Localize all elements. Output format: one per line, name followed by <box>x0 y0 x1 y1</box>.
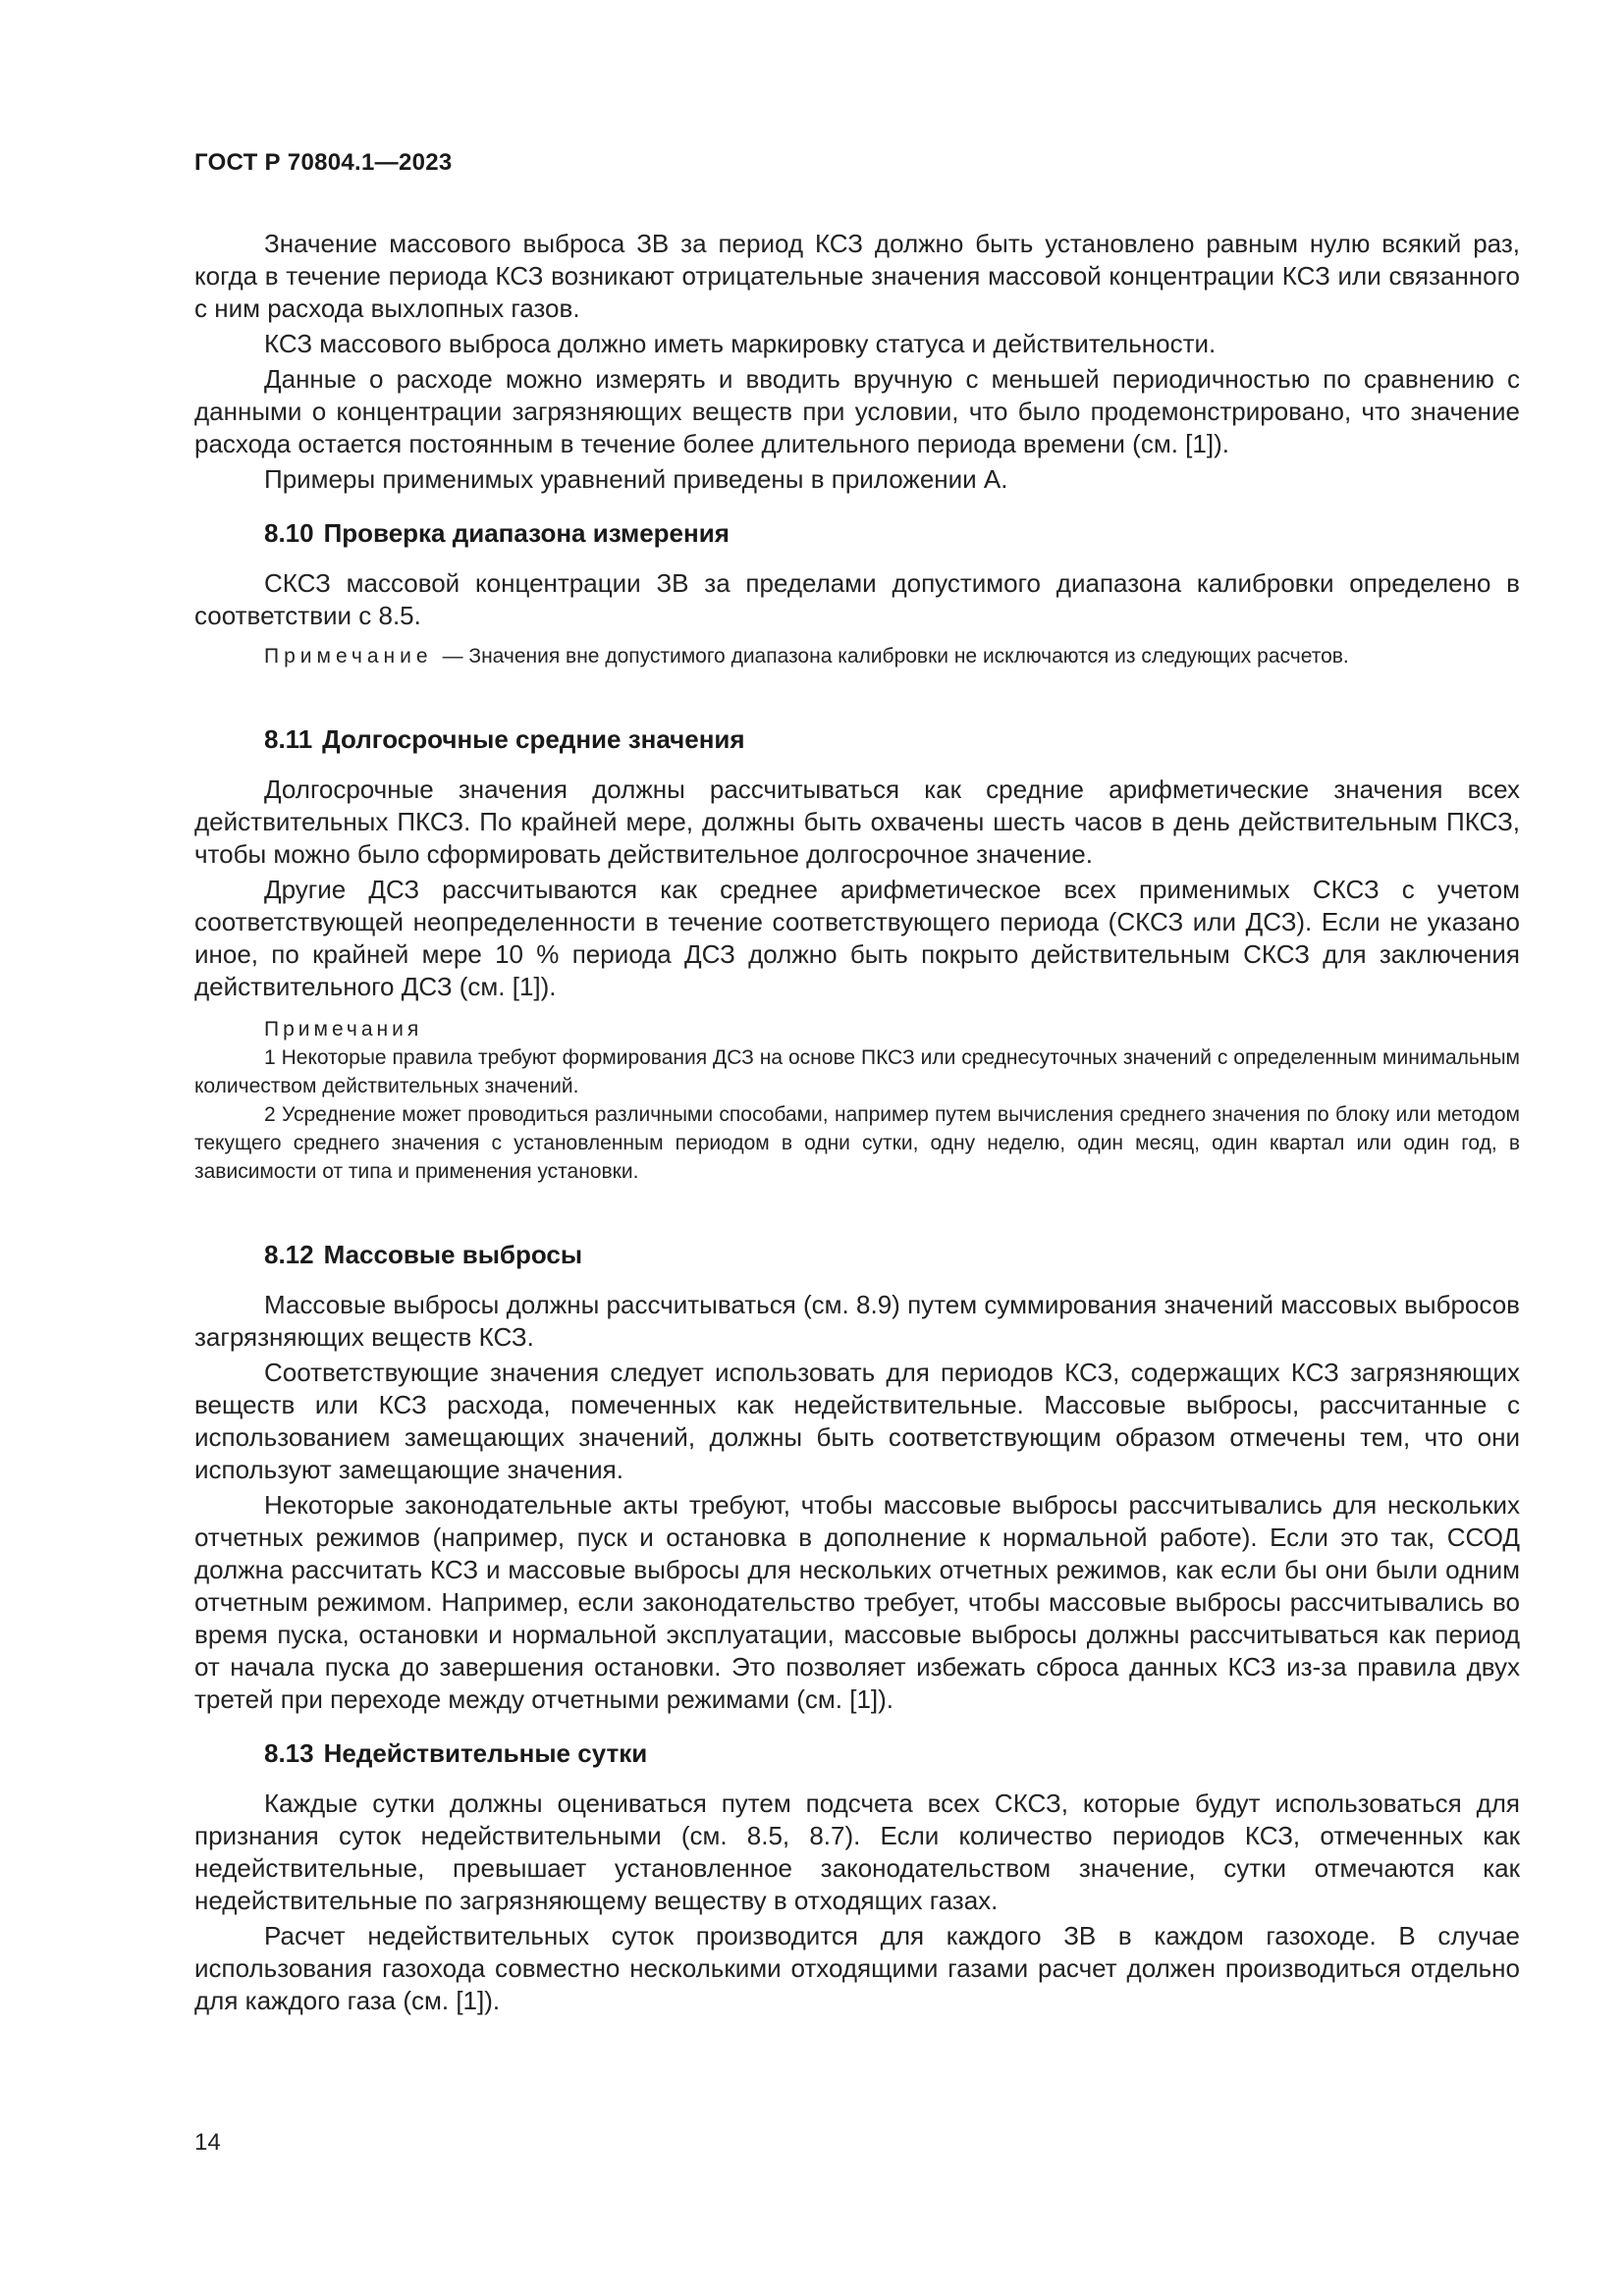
page-number: 14 <box>194 2129 221 2156</box>
intro-section <box>194 228 1520 496</box>
paragraph: Некоторые законодательные акты требуют, чтобы массовые выбросы рассчитывались для нескольких отчетных режимов (например, пуск и остановка в дополнение к нормальной работе). Если это так, ССОД должна рассчитать КСЗ и массовые выбросы для нескольких отчетных режимов, как если бы они были одним отчетным режимом. Например, если законодательство требует, чтобы массовые выбросы рассчитывались во время пуска, остановки и нормальной эксплуатации, массовые выбросы должны рассчитываться как период от начала пуска до завершения остановки. Это позволяет избежать сброса данных КСЗ из-за правила двух третей при переходе между отчетными режимами (см. [1]). <box>194 1490 1520 1714</box>
paragraph: Примеры применимых уравнений приведены в приложении А. <box>264 464 1008 494</box>
document-page <box>194 137 1520 2020</box>
section-heading <box>264 517 1520 550</box>
paragraph: Долгосрочные значения должны рассчитываться как средние арифметические значения всех действительных ПКСЗ. По крайней мере, должны быть охвачены шесть часов в день действительным ПКСЗ, чтобы можно было сформировать действительное долгосрочное значение. <box>194 774 1520 869</box>
note-item: 1 Некоторые правила требуют формирования ДСЗ на основе ПКСЗ или среднесуточных значений с определенным минимальным количеством действительных значений. <box>194 1046 1520 1097</box>
paragraph: Другие ДСЗ рассчитываются как среднее арифметическое всех применимых СКСЗ с учетом соответствующей неопределенности в течение соответствующего периода (СКСЗ или ДСЗ). Если не указано иное, по крайней мере 10 % периода ДСЗ должно быть покрыто действительным СКСЗ для заключения действительного ДСЗ (см. [1]). <box>194 875 1520 1001</box>
section-number: 8.12 <box>264 1240 314 1269</box>
paragraph: Данные о расходе можно измерять и вводить вручную с меньшей периодичностью по сравнению с данными о концентрации загрязняющих веществ при условии, что было продемонстрировано, что значение расхода остается постоянным в течение более длительного периода времени (см. [1]). <box>194 364 1520 458</box>
paragraph: Значение массового выброса ЗВ за период КСЗ должно быть установлено равным нулю всякий раз, когда в течение периода КСЗ возникают отрицательные значения массовой концентрации КСЗ или связанного с ним расхода выхлопных газов. <box>194 229 1520 323</box>
section-number: 8.10 <box>264 518 314 548</box>
notes-block <box>194 1015 1520 1186</box>
section-title: Недействительные сутки <box>323 1738 648 1768</box>
note-item: 2 Усреднение может проводиться различными способами, например путем вычисления среднего значения по блоку или методом текущего среднего значения с установленным периодом в одни сутки, одну неделю, один месяц, один квартал или один год, в зависимости от типа и применения установки. <box>194 1103 1520 1183</box>
paragraph: КСЗ массового выброса должно иметь маркировку статуса и действительности. <box>264 329 1217 358</box>
section-heading <box>264 1737 1520 1770</box>
paragraph: Каждые сутки должны оцениваться путем подсчета всех СКСЗ, которые будут использоваться для признания суток недействительными (см. 8.5, 8.7). Если количество периодов КСЗ, отмеченных как недействительные, превышает установленное законодательством значение, сутки отмечаются как недействительные по загрязняющему веществу в отходящих газах. <box>194 1789 1520 1915</box>
section-heading <box>264 1239 1520 1271</box>
section-8-10 <box>194 517 1520 670</box>
note-label: Примечание <box>264 645 433 667</box>
section-8-13 <box>194 1737 1520 2017</box>
paragraph: Массовые выбросы должны рассчитываться (см. 8.9) путем суммирования значений массовых выбросов загрязняющих веществ КСЗ. <box>194 1290 1520 1352</box>
section-heading <box>264 723 1520 756</box>
section-8-11 <box>194 723 1520 1186</box>
note-text: — Значения вне допустимого диапазона калибровки не исключаются из следующих расчетов. <box>442 645 1349 667</box>
section-number: 8.11 <box>264 724 313 754</box>
paragraph: Расчет недействительных суток производится для каждого ЗВ в каждом газоходе. В случае использования газохода совместно несколькими отходящими газами расчет должен производиться отдельно для каждого газа (см. [1]). <box>194 1921 1520 2015</box>
section-8-12 <box>194 1239 1520 1716</box>
document-header: ГОСТ Р 70804.1—2023 <box>194 149 453 176</box>
section-title: Долгосрочные средние значения <box>322 724 745 754</box>
section-number: 8.13 <box>264 1738 314 1768</box>
note <box>194 642 1520 670</box>
paragraph: СКСЗ массовой концентрации ЗВ за пределами допустимого диапазона калибровки определено в соответствии с 8.5. <box>194 568 1520 630</box>
notes-title: Примечания <box>264 1018 423 1041</box>
paragraph: Соответствующие значения следует использовать для периодов КСЗ, содержащих КСЗ загрязняющих веществ или КСЗ расхода, помеченных как недействительные. Массовые выбросы, рассчитанные с использованием замещающих значений, должны быть соответствующим образом отмечены тем, что они используют замещающие значения. <box>194 1358 1520 1484</box>
section-title: Проверка диапазона измерения <box>323 518 730 548</box>
section-title: Массовые выбросы <box>323 1240 583 1269</box>
